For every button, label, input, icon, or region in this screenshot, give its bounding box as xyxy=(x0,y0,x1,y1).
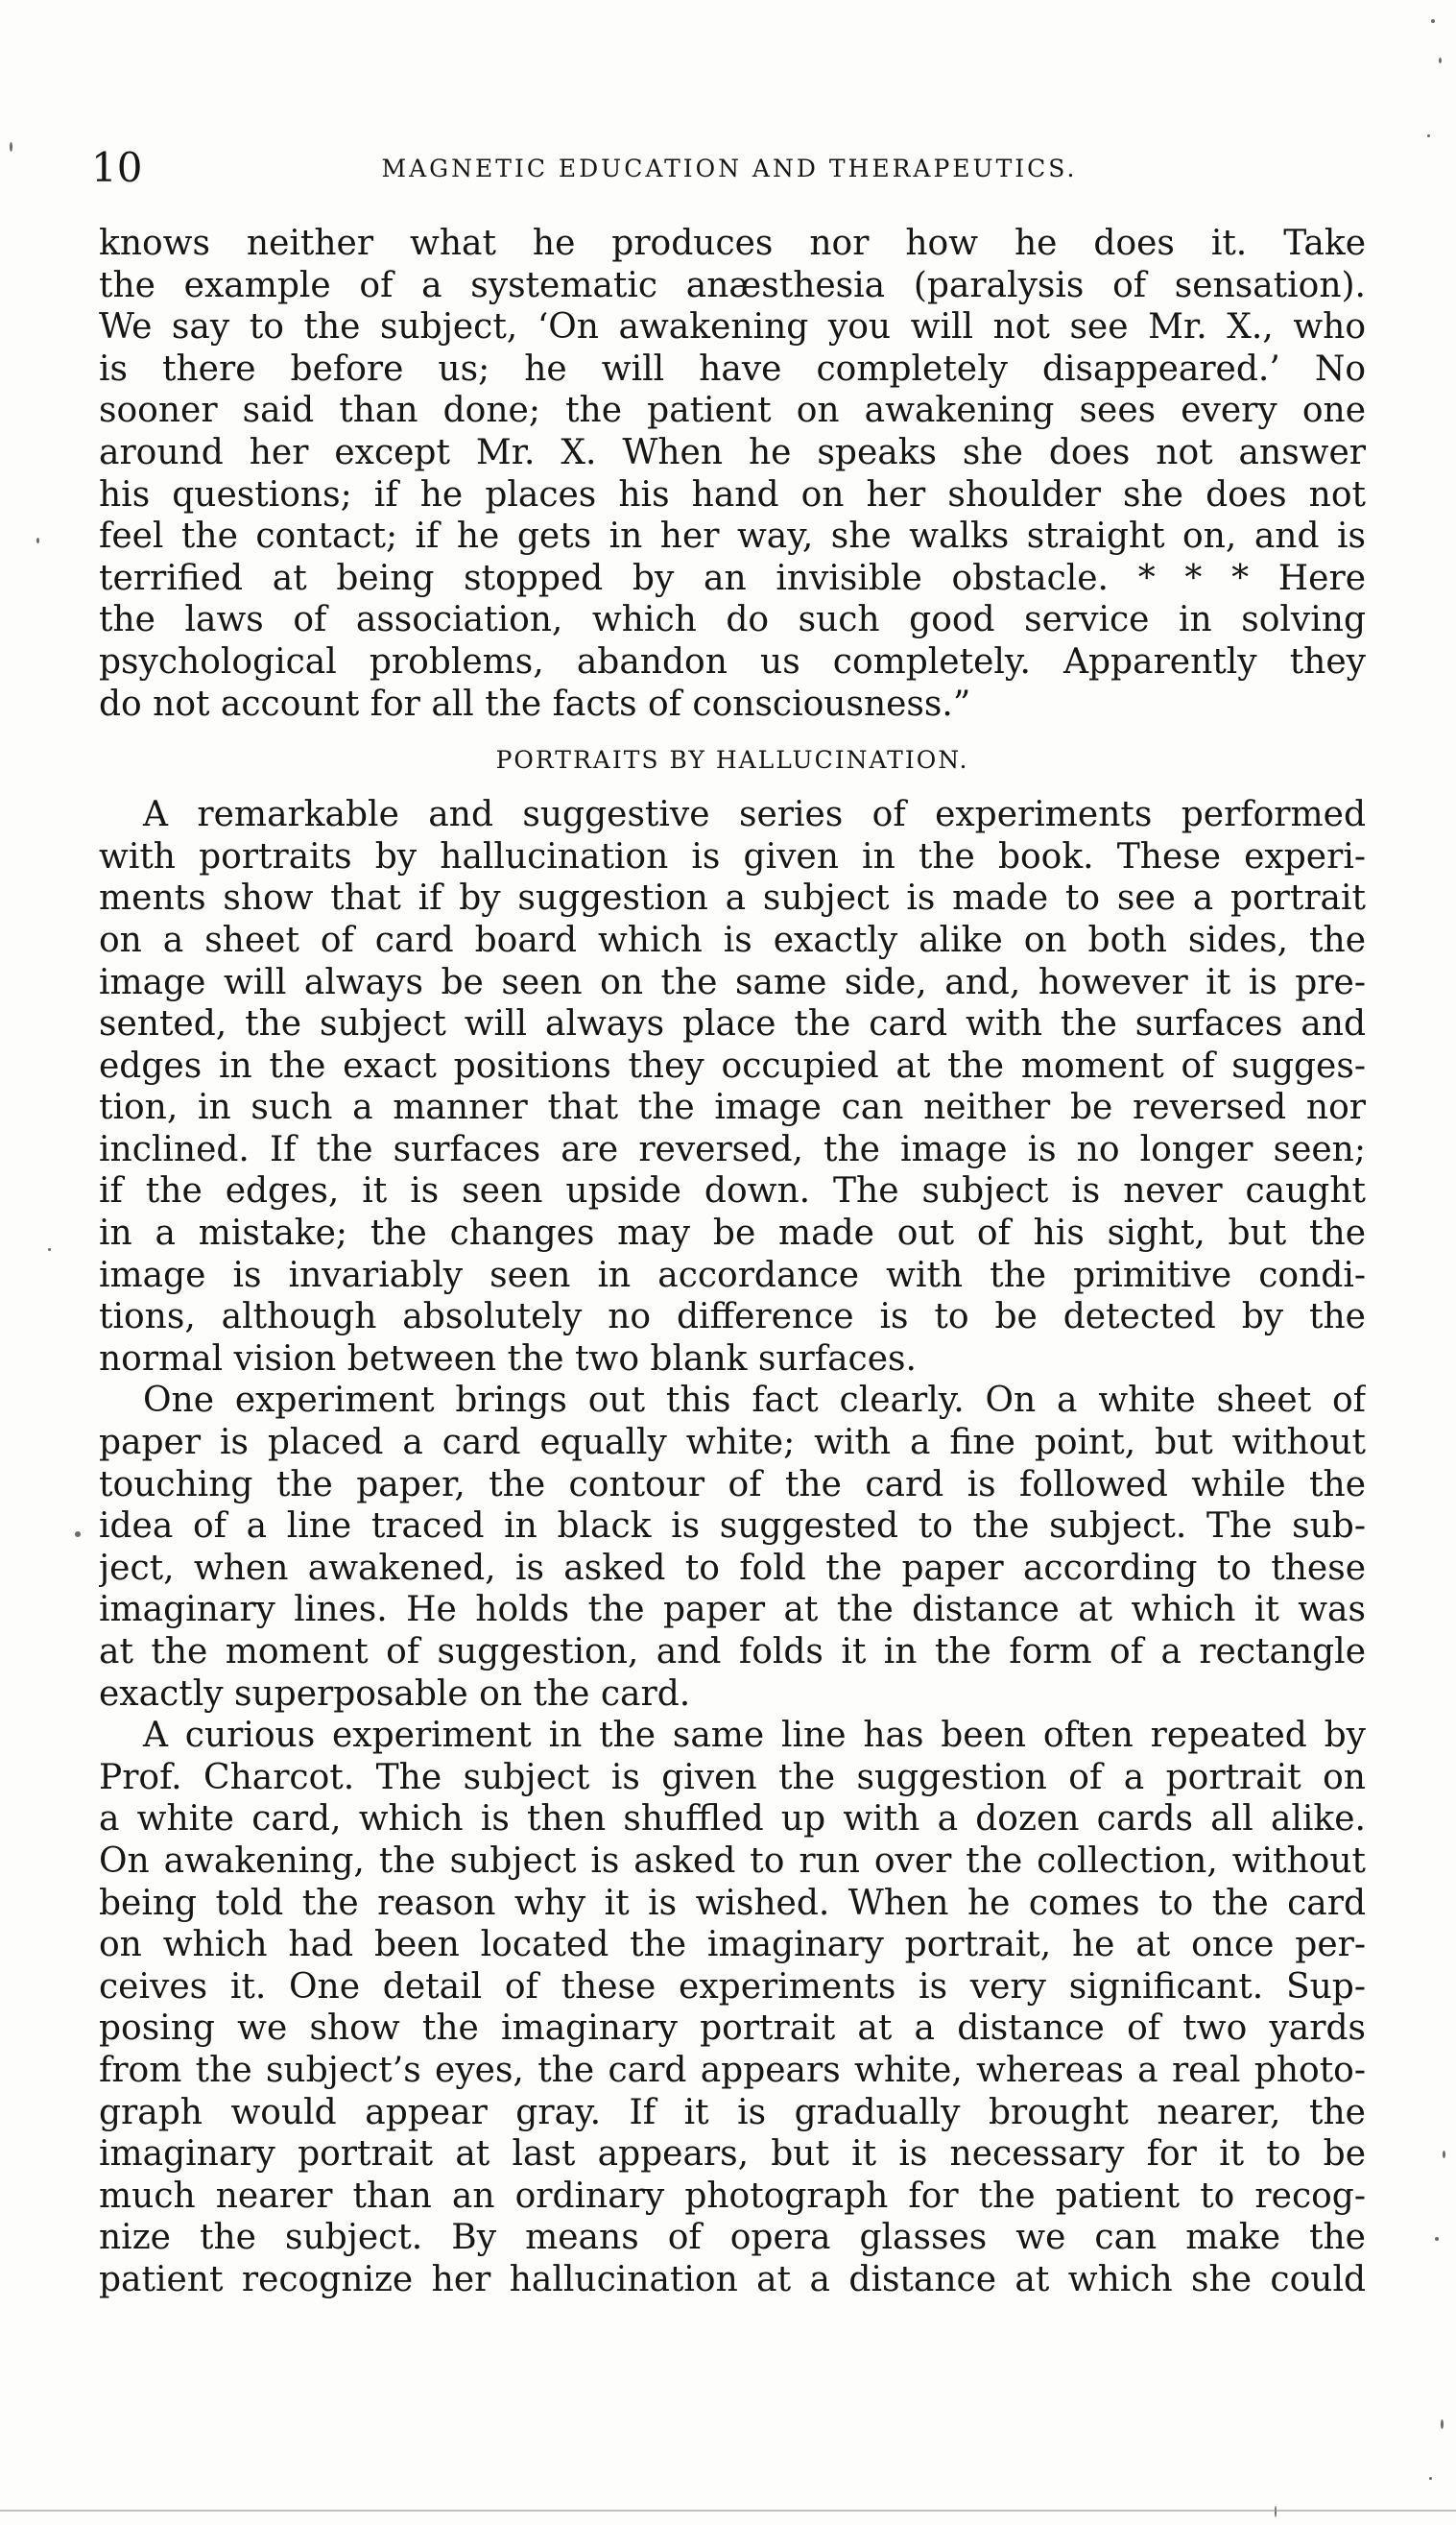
scan-speck xyxy=(36,538,39,543)
paragraph-charcot-experiment xyxy=(99,1715,1366,2300)
text-line: imaginary lines. He holds the paper at the distance at which it was xyxy=(99,1590,1366,1630)
text-column xyxy=(99,223,1366,2301)
paragraph-quotation-continued xyxy=(99,223,1366,725)
text-line: being told the reason why it is wished. When he comes to the card xyxy=(99,1883,1366,1923)
text-line: inclined. If the surfaces are reversed, the image is no longer seen; xyxy=(99,1129,1366,1169)
scan-speck xyxy=(75,1531,81,1537)
paragraph-portraits xyxy=(99,794,1366,1380)
text-line: knows neither what he produces nor how he does it. Take xyxy=(99,224,1366,263)
running-head xyxy=(91,144,1368,192)
text-line: sooner said than done; the patient on awakening sees every one xyxy=(99,391,1366,431)
text-line: much nearer than an ordinary photograph for the patient to recog- xyxy=(99,2176,1366,2216)
text-line: feel the contact; if he gets in her way, she walks straight on, and is xyxy=(99,517,1366,557)
text-line: image will always be seen on the same side, and, however it is pre- xyxy=(99,962,1366,1002)
text-line: from the subject’s eyes, the card appears white, whereas a real photo- xyxy=(99,2050,1366,2090)
text-line: in a mistake; the changes may be made out of his sight, but the xyxy=(99,1214,1366,1254)
text-line: his questions; if he places his hand on her shoulder she does not xyxy=(99,474,1366,515)
text-line: on which had been located the imaginary portrait, he at once per- xyxy=(99,1925,1366,1965)
text-line: do not account for all the facts of consciousness.” xyxy=(99,684,971,724)
text-line: tion, in such a manner that the image can neither be reversed nor xyxy=(99,1088,1366,1128)
text-line: On awakening, the subject is asked to run over the collection, without xyxy=(99,1840,1366,1881)
text-line: a white card, which is then shuffled up with a dozen cards all alike. xyxy=(99,1799,1366,1840)
scan-speck xyxy=(1439,58,1442,63)
text-line: We say to the subject, ‘On awakening you will not see Mr. X., who xyxy=(99,307,1366,348)
text-line: touching the paper, the contour of the card is followed while the xyxy=(99,1464,1366,1504)
text-line: tions, although absolutely no difference is to be detected by the xyxy=(99,1297,1366,1337)
paragraph-fold-experiment xyxy=(99,1380,1366,1715)
text-line: Prof. Charcot. The subject is given the suggestion of a portrait on xyxy=(99,1757,1366,1797)
text-line: posing we show the imaginary portrait at a distance of two yards xyxy=(99,2008,1366,2049)
scan-speck xyxy=(1431,19,1435,23)
text-line: at the moment of suggestion, and folds it in the form of a rectangle xyxy=(99,1632,1366,1671)
scan-speck xyxy=(1429,2477,1432,2480)
scan-speck xyxy=(1427,134,1430,137)
text-line: graph would appear gray. If it is gradually brought nearer, the xyxy=(99,2092,1366,2132)
text-line: is there before us; he will have completely disappeared.’ No xyxy=(99,349,1366,389)
text-line: if the edges, it is seen upside down. The subject is never caught xyxy=(99,1171,1366,1212)
text-line: on a sheet of card board which is exactly alike on both sides, the xyxy=(99,920,1366,960)
text-line: idea of a line traced in black is suggested to the subject. The sub- xyxy=(99,1506,1366,1547)
text-line: One experiment brings out this fact clearly. On a white sheet of xyxy=(143,1381,1366,1421)
text-line: sented, the subject will always place the card with the surfaces and xyxy=(99,1004,1366,1045)
text-line: the example of a systematic anæsthesia (paralysis of sensation). xyxy=(99,265,1366,305)
text-line: normal vision between the two blank surfaces. xyxy=(99,1338,917,1379)
text-line: A curious experiment in the same line has been often repeated by xyxy=(143,1716,1366,1756)
text-line: paper is placed a card equally white; with a fine point, but without xyxy=(99,1423,1366,1463)
scan-edge-noise xyxy=(1418,0,1456,2525)
text-line: nize the subject. By means of opera glasses we can make the xyxy=(99,2218,1366,2258)
scan-speck xyxy=(48,1248,51,1251)
text-line: the laws of association, which do such good service in solving xyxy=(99,600,1366,640)
section-heading: PORTRAITS BY HALLUCINATION. xyxy=(495,746,969,775)
text-line: A remarkable and suggestive series of experiments performed xyxy=(143,795,1366,835)
text-line: exactly superposable on the card. xyxy=(99,1673,691,1714)
text-line: terrified at being stopped by an invisible obstacle. * * * Here xyxy=(99,558,1366,598)
scan-bottom-edge xyxy=(0,2510,1456,2512)
scan-speck xyxy=(10,142,12,152)
text-line: patient recognize her hallucination at a distance at which she could xyxy=(99,2259,1366,2299)
text-line: with portraits by hallucination is given in the book. These experi- xyxy=(99,836,1366,877)
text-line: ceives it. One detail of these experiments is very significant. Sup- xyxy=(99,1966,1366,2007)
text-line: imaginary portrait at last appears, but it is necessary for it to be xyxy=(99,2134,1366,2175)
scan-speck xyxy=(1435,2237,1439,2241)
scan-speck xyxy=(1443,2151,1445,2158)
text-line: ments show that if by suggestion a subject is made to see a portrait xyxy=(99,878,1366,919)
text-line: psychological problems, abandon us completely. Apparently they xyxy=(99,641,1366,682)
text-line: around her except Mr. X. When he speaks she does not answer xyxy=(99,432,1366,472)
scan-speck xyxy=(1275,2506,1277,2517)
text-line: ject, when awakened, is asked to fold the paper according to these xyxy=(99,1548,1366,1588)
text-line: edges in the exact positions they occupied at the moment of sugges- xyxy=(99,1046,1366,1086)
page-number: 10 xyxy=(91,144,143,191)
running-head-title: MAGNETIC EDUCATION AND THERAPEUTICS. xyxy=(381,155,1078,182)
text-line: image is invariably seen in accordance with the primitive condi- xyxy=(99,1255,1366,1295)
scan-speck xyxy=(1441,2419,1444,2429)
